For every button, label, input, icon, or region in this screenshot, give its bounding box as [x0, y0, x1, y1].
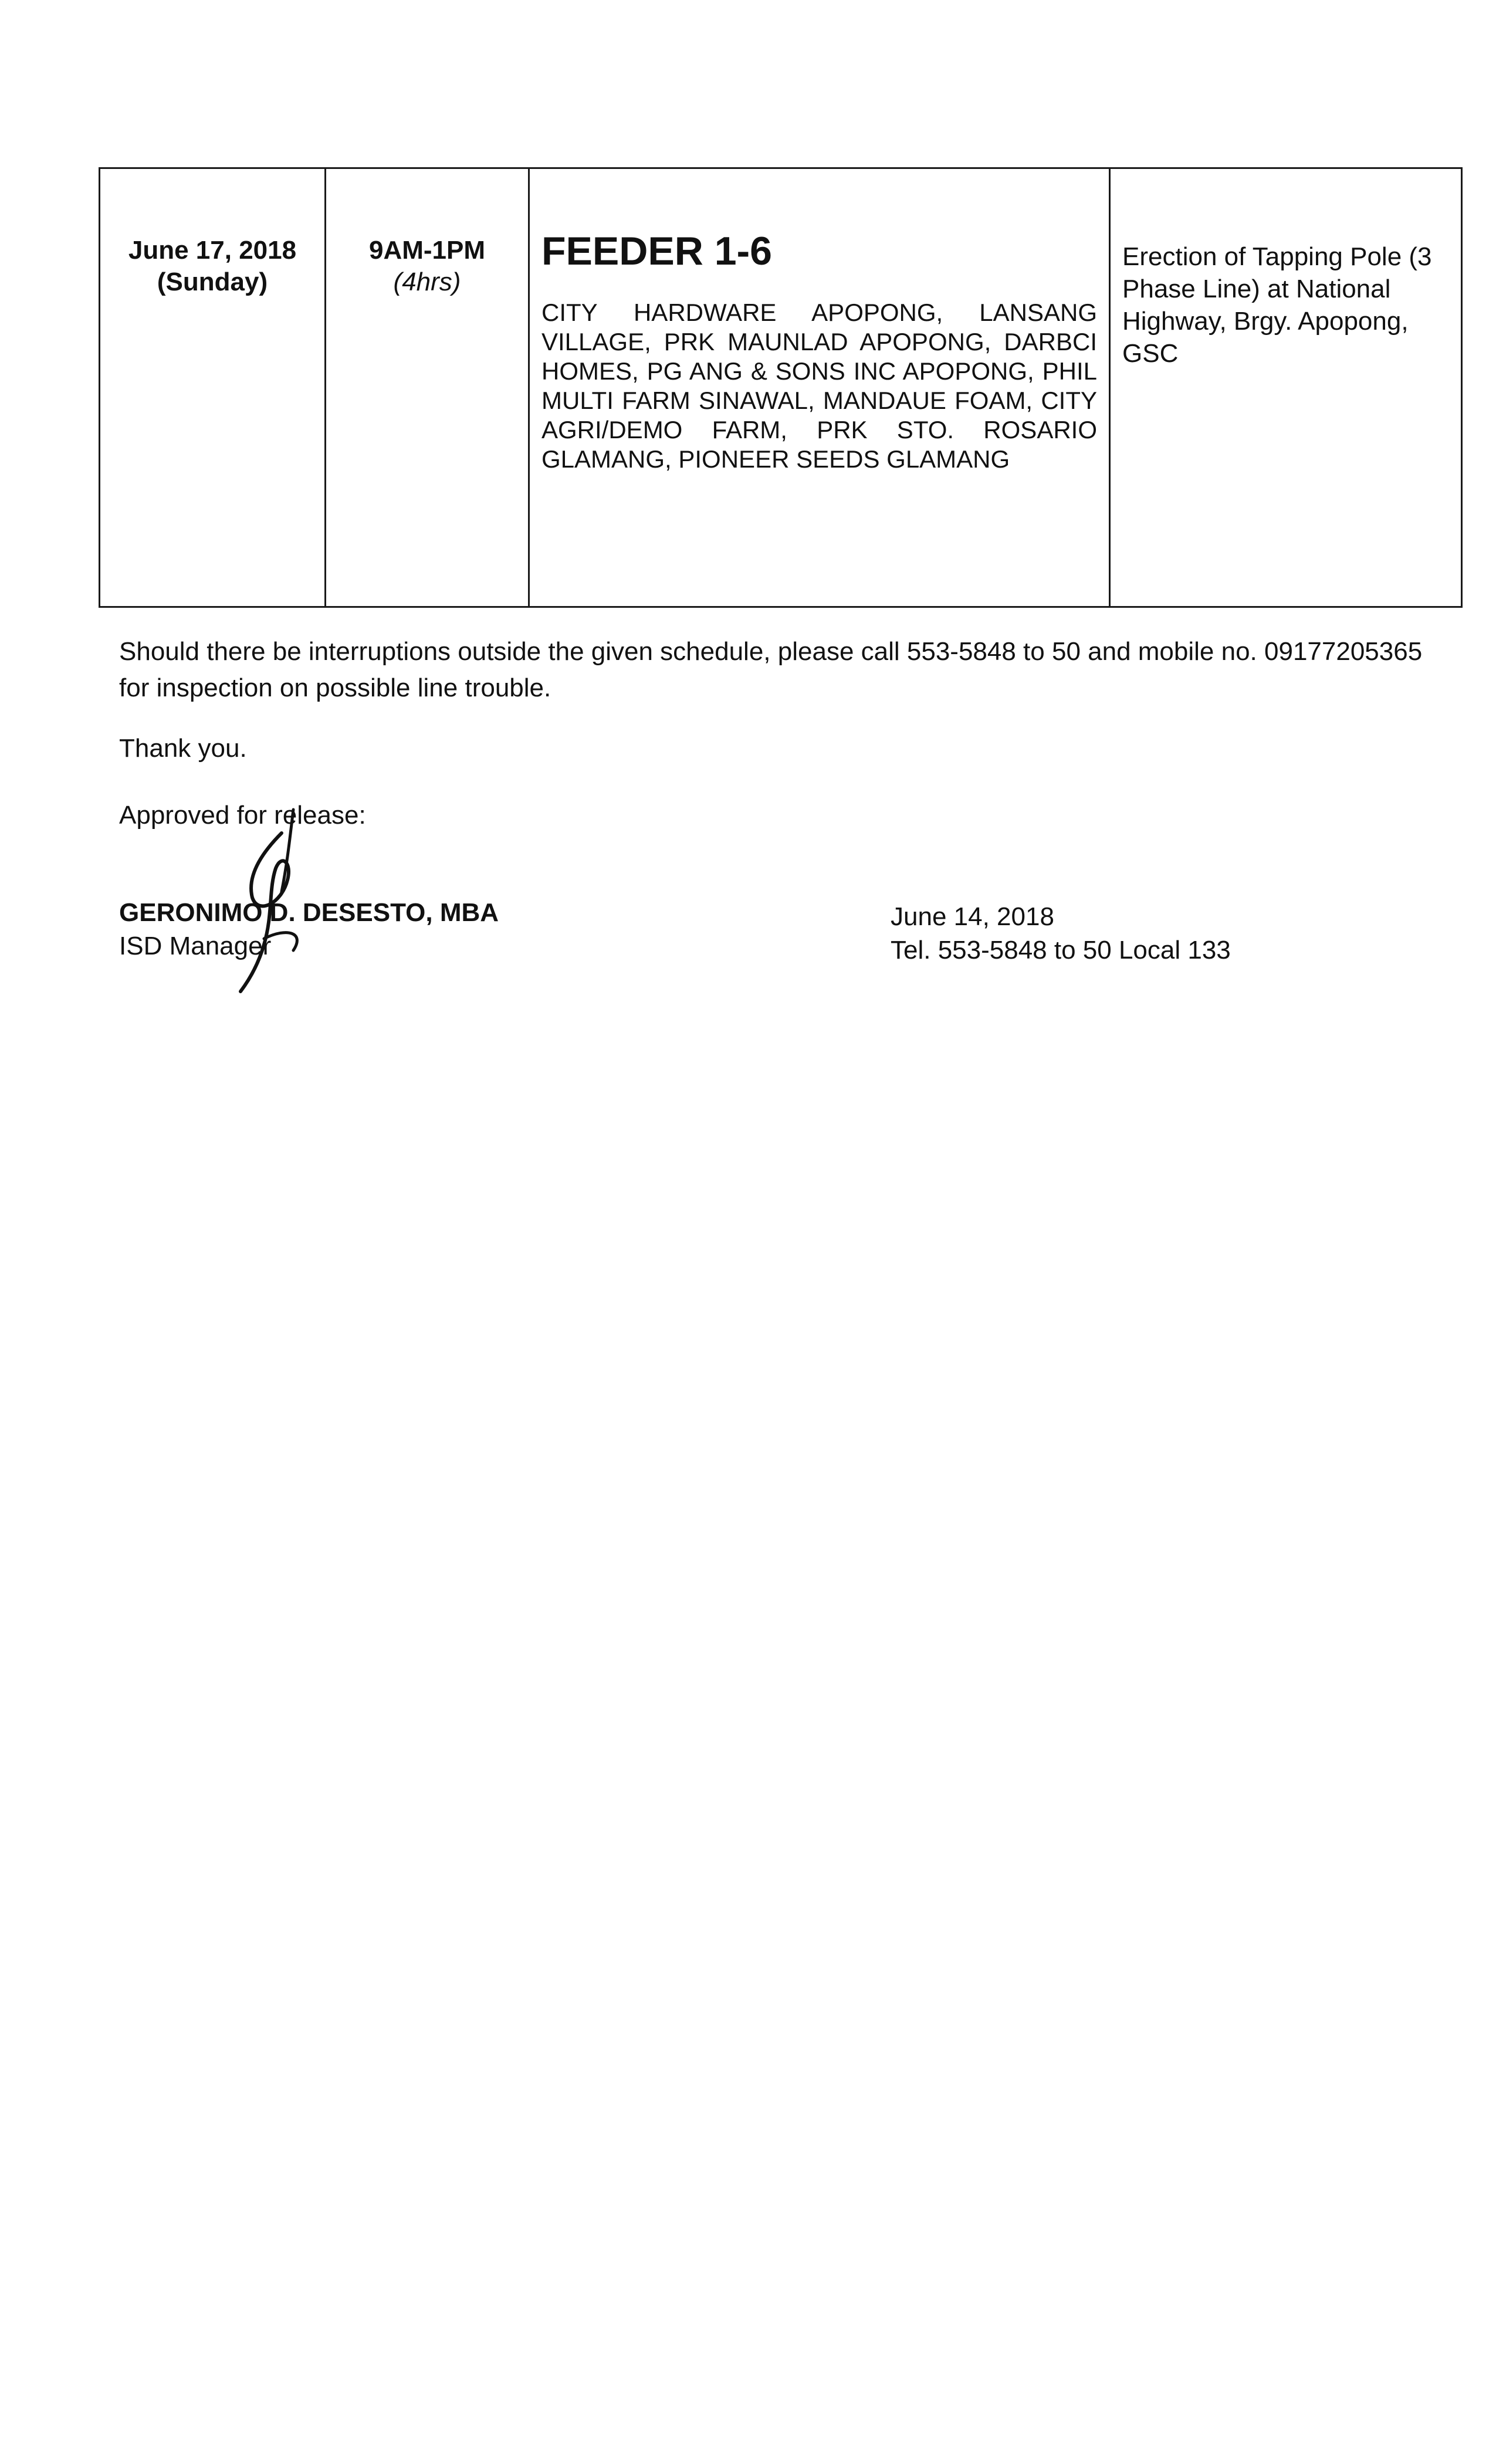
- feeder-title: FEEDER 1-6: [541, 229, 772, 273]
- release-date: June 14, 2018: [891, 902, 1054, 931]
- interruption-notice: Should there be interruptions outside the given schedule, please call 553-5848 to 50 and mobile no. 09177205365 for inspection on possible line trouble.: [119, 637, 1423, 702]
- activity-cell: [1110, 168, 1462, 607]
- schedule-duration: (4hrs): [393, 268, 461, 296]
- table-row: [100, 168, 1462, 607]
- approval-label: Approved for release:: [119, 801, 366, 830]
- affected-area-cell: [529, 168, 1110, 607]
- affected-areas: CITY HARDWARE APOPONG, LANSANG VILLAGE, PRK MAUNLAD APOPONG, DARBCI HOMES, PG ANG & SONS INC APOPONG, PHIL MULTI FARM SINAWAL, MANDAUE FOAM, CITY AGRI/DEMO FARM, PRK STO. ROSARIO GLAMANG, PIONEER SEEDS GLAMANG: [541, 299, 1097, 473]
- time-cell: [326, 168, 529, 607]
- signatory-name: GERONIMO D. DESESTO, MBA: [119, 898, 499, 927]
- schedule-day: (Sunday): [157, 268, 268, 296]
- schedule-date: June 17, 2018: [128, 236, 297, 265]
- signatory-title: ISD Manager: [119, 932, 272, 960]
- schedule-table: [99, 167, 1463, 608]
- closing-text: Thank you.: [119, 734, 247, 763]
- activity-description: Erection of Tapping Pole (3 Phase Line) at National Highway, Brgy. Apopong, GSC: [1122, 242, 1432, 368]
- contact-telephone: Tel. 553-5848 to 50 Local 133: [891, 936, 1231, 964]
- schedule-time: 9AM-1PM: [368, 236, 486, 265]
- date-cell: [100, 168, 326, 607]
